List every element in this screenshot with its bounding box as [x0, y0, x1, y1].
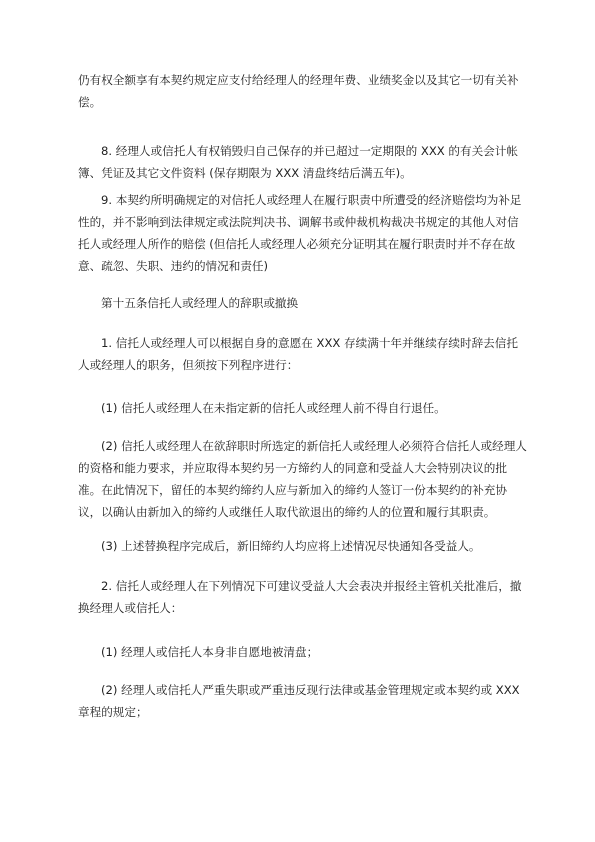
paragraph-clause-1-sub-3: (3) 上述替换程序完成后，新旧缔约人均应将上述情况尽快通知各受益人。: [101, 539, 481, 553]
paragraph-clause-1-sub-2: (2) 信托人或经理人在欲辞职时所选定的新信托人或经理人必须符合信托人或经理人的资格和能力要求，并应取得本契约另一方缔约人的同意和受益人大会特别决议的批准。在此情况下，留任的本契约缔约人应与新加入的缔约人签订一份本契约的补充协议，以确认由新加入的缔约人或继任人取代欲退出的缔约人的位置和履行其职责。: [78, 439, 527, 519]
section-heading-article-15: 第十五条信托人或经理人的辞职或撤换: [101, 296, 299, 310]
paragraph-item-9: 9. 本契约所明确规定的对信托人或经理人在履行职责中所遭受的经济赔偿均为补足性的，并不影响到法律规定或法院判决书、调解书或仲裁机构裁决书规定的其他人对信托人或经理人所作的赔偿 (但信托人或经理人必须充分证明其在履行职责时并不存在故意、疏忽、失职、违约的情况和责任): [78, 193, 522, 273]
paragraph-clause-1-sub-1: (1) 信托人或经理人在未指定新的信托人或经理人前不得自行退任。: [101, 401, 446, 415]
paragraph-clause-2: 2. 信托人或经理人在下列情况下可建议受益人大会表决并报经主管机关批准后，撤换经理人或信托人：: [78, 579, 522, 615]
paragraph-compensation-continued: 仍有权全额享有本契约规定应支付给经理人的经理年费、业绩奖金以及其它一切有关补偿。: [78, 73, 519, 109]
paragraph-clause-2-sub-2: (2) 经理人或信托人严重失职或严重违反现行法律或基金管理规定或本契约或 XXX 章程的规定；: [78, 683, 520, 719]
paragraph-item-8: 8. 经理人或信托人有权销毁归自己保存的并已超过一定期限的 XXX 的有关会计帐簿、凭证及其它文件资料 (保存期限为 XXX 清盘终结后满五年)。: [78, 144, 518, 180]
paragraph-clause-1: 1. 信托人或经理人可以根据自身的意愿在 XXX 存续满十年并继续存续时辞去信托人或经理人的职务，但须按下列程序进行：: [78, 336, 518, 372]
paragraph-clause-2-sub-1: (1) 经理人或信托人本身非自愿地被清盘；: [101, 645, 319, 659]
